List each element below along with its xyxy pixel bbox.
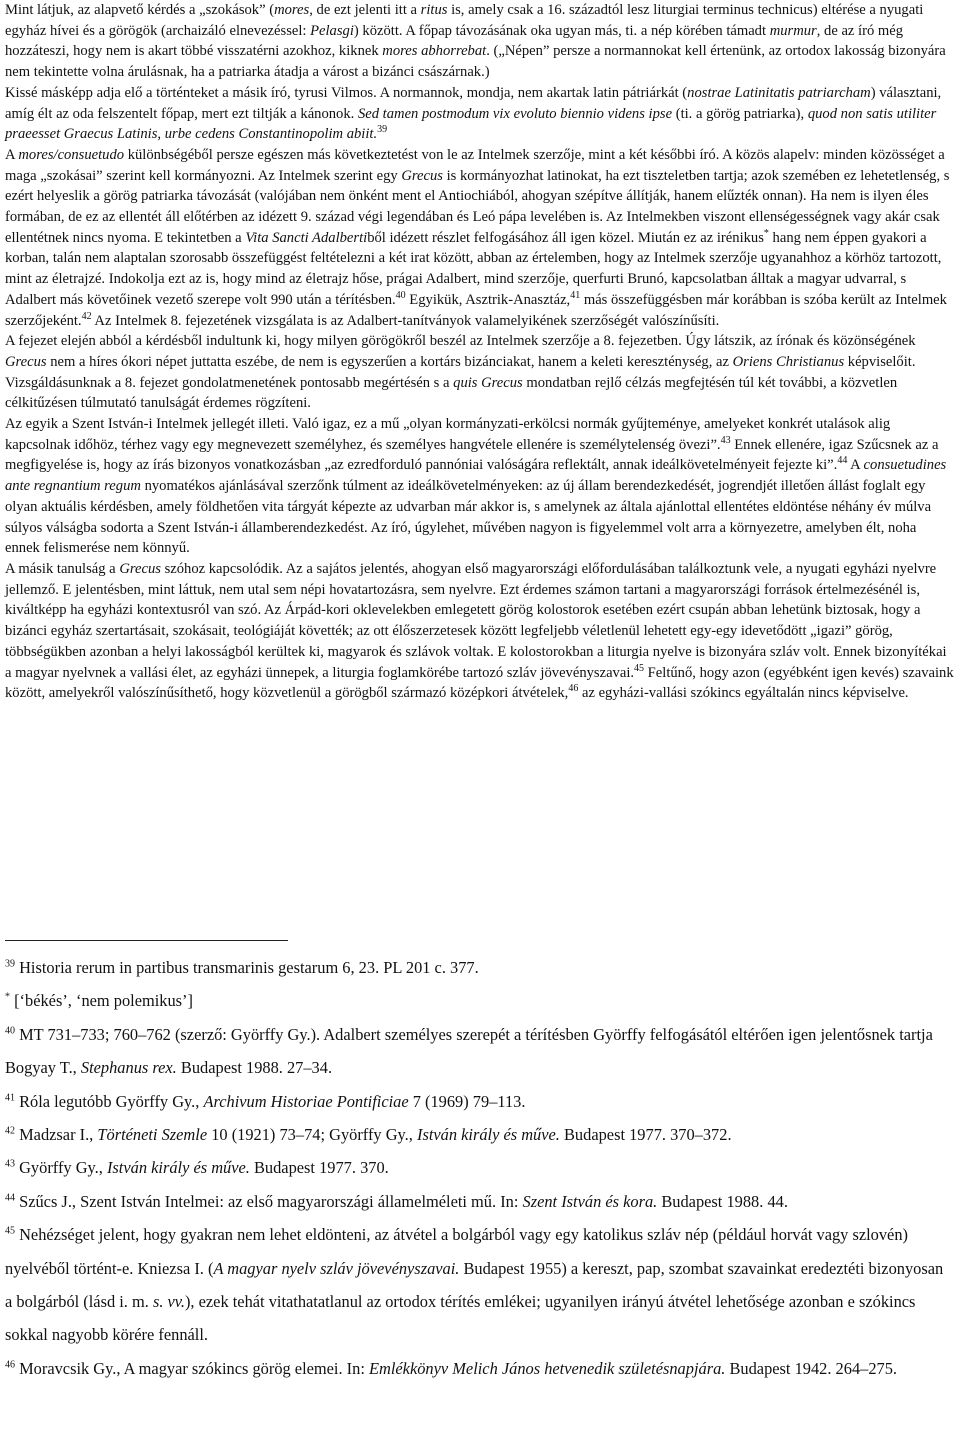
footnote-list <box>5 951 954 1385</box>
text-run: hang nem éppen gyakori a korban, talán nem alaptalan szorosabb összefüggést feltételezni a két irat között, abban az értelemben, hogy az Intelmek szerzője ugyanahhoz a körhöz tartozott, mint az életrajzé. Indokolja ezt az is, hogy mind az életrajz hőse, prágai Adalbert, mind szerzője, querfurti Brunó, kapcsolatban álltak a magyar udvarral, s Adalbert más követőinek vezető szerepe volt 990 után a térítésben. <box>5 229 942 308</box>
text-run: Szent István és kora. <box>522 1191 658 1211</box>
footnote-ref: 43 <box>720 434 731 446</box>
footnote-ref: 39 <box>5 958 15 970</box>
footnote <box>5 1151 954 1184</box>
text-run: A <box>847 457 864 474</box>
paragraph <box>5 373 954 414</box>
text-run: különbségéből persze egészen más következtetést von le az Intelmek szerzője, mint a két későbbi író. A közös alapelv: minden közösséget a maga „szokásai” szerint kell kormányozni. Az Intelmek szerint egy <box>5 146 945 184</box>
text-run: Történeti Szemle <box>97 1125 208 1145</box>
text-run: ), ezek tehát vitathatatlanul az ortodox térítés emlékei; ugyanilyen irányú átvétel lehetősége azonban e szókincs sokkal nagyobb körére fennáll. <box>5 1292 916 1345</box>
text-run: Feltűnő, hogy azon (egyébként igen kevés) szavaink között, amelyekről valószínűsíthető, hogy közvetlenül a görögből származó középkori átvételek, <box>5 664 954 702</box>
paragraph <box>5 559 954 704</box>
text-run: ritus <box>420 2 448 18</box>
text-run: István király és műve. <box>416 1125 560 1145</box>
footnote-separator <box>5 940 288 941</box>
text-run: mores abhorrebat <box>382 43 487 60</box>
text-run: Emlékkönyv Melich János hetvenedik születésnapjára. <box>369 1358 726 1378</box>
text-run: s. vv. <box>152 1292 185 1312</box>
text-run: ből idézett részlet felfogásához áll igen közel. Miután ez az irénikus <box>367 229 764 246</box>
text-run: Vita Sancti Adalberti <box>245 229 368 246</box>
text-run: Róla legutóbb Györffy Gy., <box>15 1091 204 1111</box>
text-run: A <box>5 146 19 163</box>
footnotes-section <box>5 940 954 1385</box>
text-run: nem a híres ókori népet juttatta eszébe, de nem is egyszerűen a kortárs bizánciakat, hanem a keleti kereszténység, az <box>46 353 733 370</box>
text-run: Györffy Gy., <box>15 1158 107 1178</box>
paragraph <box>5 0 954 83</box>
text-run: 10 (1921) 73–74; Györffy Gy., <box>207 1125 417 1145</box>
footnote <box>5 1018 954 1085</box>
text-run: , de az író még hozzáteszi, hogy nem is akart többé visszatérni azokhoz, kiknek <box>5 22 904 60</box>
text-run: Moravcsik Gy., A magyar szókincs görög elemei. In: <box>15 1358 369 1378</box>
text-run: Budapest 1988. 44. <box>657 1191 788 1211</box>
text-run: Madzsar I., <box>15 1125 98 1145</box>
footnote-ref: 41 <box>5 1092 15 1104</box>
text-run: consuetudines ante regnantium regum <box>5 457 947 495</box>
text-run: Vizsgáldásunknak a 8. fejezet gondolatmenetének pontosabb megértésén s a <box>5 374 454 391</box>
text-run: Szűcs J., Szent István Intelmei: az első magyarországi államelméleti mű. In: <box>15 1191 523 1211</box>
main-text <box>5 0 954 704</box>
footnote-ref: 42 <box>5 1125 15 1137</box>
footnote <box>5 1085 954 1118</box>
text-run: A fejezet elején abból a kérdésből indultunk ki, hogy milyen görögökről beszél az Intelmek szerzője a 8. fejezetben. Úgy látszik, az írónak és közönségének <box>5 333 916 350</box>
text-run: Budapest 1977. 370. <box>249 1158 389 1178</box>
footnote-ref: * <box>763 227 769 239</box>
paragraph <box>5 145 954 331</box>
paragraph <box>5 83 954 145</box>
text-run: Stephanus rex. <box>80 1058 177 1078</box>
footnote <box>5 951 954 984</box>
text-run: Sed tamen postmodum vix evoluto biennio videns ipse <box>357 105 673 122</box>
text-run: ) között. A főpap távozásának oka ugyan más, ti. a nép körében támadt <box>353 22 770 39</box>
footnote <box>5 1218 954 1352</box>
text-run: szóhoz kapcsolódik. Az a sajátos jelentés, ahogyan első magyarországi előfordulásában találkoztunk vele, a nyugati egyházi nyelvre jellemző. E jelentésben, mint láttuk, nem utal sem népi hovatartozásra, sem nyelvre. Ezt érdemes számon tartani a magyarországi források értelmezésénél is, kiváltképp ha egyházi kontextusról van szó. Az Árpád-kori oklevelekben emlegetett görög kolostorok esetében ezért csupán abban lehetünk biztosak, hogy a bizánci egyház szertartásait, szokásait, teológiáját követték; az ott élőszerzetesek között legfeljebb véletlenül lehetett egy-egy idevetődött „igazi” görög, többségükben azonban a helyi lakosságból kerültek ki, magyarok és szlávok voltak. E kolostorokban a liturgia nyelve is bizonyára szláv volt. Ennek bizonyítékai a magyar nyelvnek a vallási élet, az egyházi ünnepek, a liturgia foglamkörébe tartozó szláv jövevényszavai. <box>5 560 947 681</box>
text-run: mores/consuetudo <box>18 146 125 163</box>
footnote-ref: 45 <box>5 1225 15 1237</box>
text-run: Egyikük, Asztrik-Anasztáz, <box>405 291 571 308</box>
text-run: (ti. a görög patriarka), <box>672 105 808 122</box>
text-run: Mint látjuk, az alapvető kérdés a „szokások” ( <box>5 2 275 18</box>
text-run: az egyházi-vallási szókincs egyáltalán nincs képviselve. <box>578 685 909 702</box>
text-run: Budapest 1988. 27–34. <box>176 1058 333 1078</box>
footnote <box>5 1118 954 1151</box>
text-run: Oriens Christianus <box>732 353 845 370</box>
text-run: Archivum Historiae Pontificiae <box>203 1091 409 1111</box>
text-run: 7 (1969) 79–113. <box>408 1091 526 1111</box>
text-run: Az egyik a Szent István-i Intelmek jellegét illeti. Való igaz, ez a mű „olyan kormányzati-erkölcsi normák gyűjteménye, amelyeket konkrét utalások alig kapcsolnak időhöz, térhez vagy egy megnevezett személyhez, és személyes hangvétele ellenére is személytelenség övezi”. <box>5 416 891 453</box>
text-run: nyomatékos ajánlásával szerzőnk túlment az ideálkövetelményeken: az új állam berendezkedését, jogrendjét illetően állást foglalt egy olyan aktuális kérdésben, amely földhetően vita tárgyát képezte az udvarban már akkor is, s amelynek az általa ajánlottal ellentétes eldöntése néhány év múlva súlyos válságba sodorta a Szent István-i államberendezkedést. Az író, úgylehet, művében nagyon is figyelemmel volt arra a környezetre, amelyben élt, noha ennek felismerése nem könnyű. <box>5 478 932 557</box>
footnote-ref: 46 <box>5 1359 15 1371</box>
text-run: Grecus <box>5 353 47 370</box>
footnote-ref: 44 <box>837 455 848 467</box>
paragraph <box>5 414 954 559</box>
footnote <box>5 1352 954 1385</box>
footnote-ref: 42 <box>81 310 92 322</box>
text-run: más összefüggésben már korábban is szóba került az Intelmek szerzőjeként. <box>5 291 947 329</box>
text-run: . („Népen” persze a normannokat kell értenünk, az ortodox lakosság bizonyára nem tekintette volna árulásnak, ha a patriarka átadja a várost a bizánci császárnak.) <box>5 43 946 81</box>
footnote-ref: 39 <box>377 124 388 136</box>
text-run: A másik tanulság a <box>5 560 120 577</box>
text-run: Grecus <box>119 560 161 577</box>
footnote <box>5 984 954 1017</box>
text-run: Budapest 1977. 370–372. <box>559 1125 732 1145</box>
footnote-ref: 45 <box>634 662 645 674</box>
text-run: is kormányozhat latinokat, ha ezt tiszteletben tartja; azok szemében ez lehetetlenség, s ezért helyeslik a görög patriarka távozását (valójában nem önként ment el Antiochiából, ahogyan szépítve állítják, hanem elűzték onnan). Ha nem is ilyen éles formában, de ez az ellentét áll előtérben az idézett 9. század végi legendában és Leó pápa levelében is. Az Intelmekben viszont ellenségességnek vagy akár csak ellentétnek nincs nyoma. E tekintetben a <box>5 167 950 246</box>
text-run: Kissé másképp adja elő a történteket a másik író, tyrusi Vilmos. A normannok, mondja, nem akartak latin pátriárkát ( <box>5 84 688 101</box>
footnote <box>5 1185 954 1218</box>
footnote-ref: 40 <box>395 289 406 301</box>
text-run: nostrae Latinitatis patriarcham <box>687 84 871 101</box>
footnote-ref: * <box>5 991 10 1003</box>
text-run: Nehézséget jelent, hogy gyakran nem lehet eldönteni, az átvétel a bolgárból vagy egy katolikus szláv nép (például horvát vagy szlovén) nyelvéből történt-e. Kniezsa I. ( <box>5 1225 908 1278</box>
text-run: [‘békés’, ‘nem polemikus’] <box>10 991 193 1011</box>
footnote-ref: 43 <box>5 1158 15 1170</box>
text-run: mondatban rejlő célzás megfejtésén túl két további, a közvetlen célkitűzésen túlmutató tanulságát érdemes rögzíteni. <box>5 374 898 412</box>
text-run: Az Intelmek 8. fejezetének vizsgálata is az Adalbert-tanítványok valamelyikének szerzőségét valószínűsíti. <box>91 312 720 329</box>
text-run: Grecus <box>401 167 443 184</box>
text-run: ) választani, amíg élt az oda felszentelt főpap, mert ezt tiltják a kánonok. <box>5 84 942 122</box>
footnote-ref: 44 <box>5 1192 15 1204</box>
text-run: MT 731–733; 760–762 (szerző: Györffy Gy.). Adalbert személyes szerepét a térítésben Györffy felfogásától eltérően igen jelentősnek tartja Bogyay T., <box>5 1024 933 1078</box>
text-run: A magyar nyelv szláv jövevényszavai. <box>213 1258 460 1278</box>
footnote-ref: 40 <box>5 1025 15 1037</box>
text-run: Ennek ellenére, igaz Szűcsnek az a megfigyelése is, hogy az írás bizonyos vonatkozásban „az ezredforduló pannóniai valóságára reflektált, annak ideálkövetelményeit fejezte ki”. <box>5 436 939 474</box>
text-run: István király és műve. <box>106 1158 250 1178</box>
text-run: Budapest 1955) a kereszt, pap, szombat szavainkat eredeztéti bizonyosan a bolgárból (lásd i. m. <box>5 1258 944 1312</box>
text-run: , de ezt jelenti itt a <box>309 2 421 18</box>
text-run: Pelasgi <box>310 22 354 39</box>
text-run: mores <box>274 2 310 18</box>
text-run: Budapest 1942. 264–275. <box>725 1358 898 1378</box>
text-run: murmur <box>769 22 817 39</box>
text-run: quod non satis utiliter praeesset Graecus Latinis, urbe cedens Constantinopolim abiit. <box>5 105 937 143</box>
text-run: képviselőit. <box>844 353 916 370</box>
text-run: Historia rerum in partibus transmarinis gestarum 6, 23. PL 201 c. 377. <box>15 958 479 977</box>
footnote-ref: 41 <box>570 289 581 301</box>
footnote-ref: 46 <box>568 683 579 695</box>
paragraph <box>5 331 954 372</box>
text-run: quis Grecus <box>453 374 523 391</box>
text-run: is, amely csak a 16. századtól lesz liturgiai terminus technicus) eltérése a nyugati egyház hívei és a görögök (archaizáló elnevezéssel: <box>5 2 924 39</box>
